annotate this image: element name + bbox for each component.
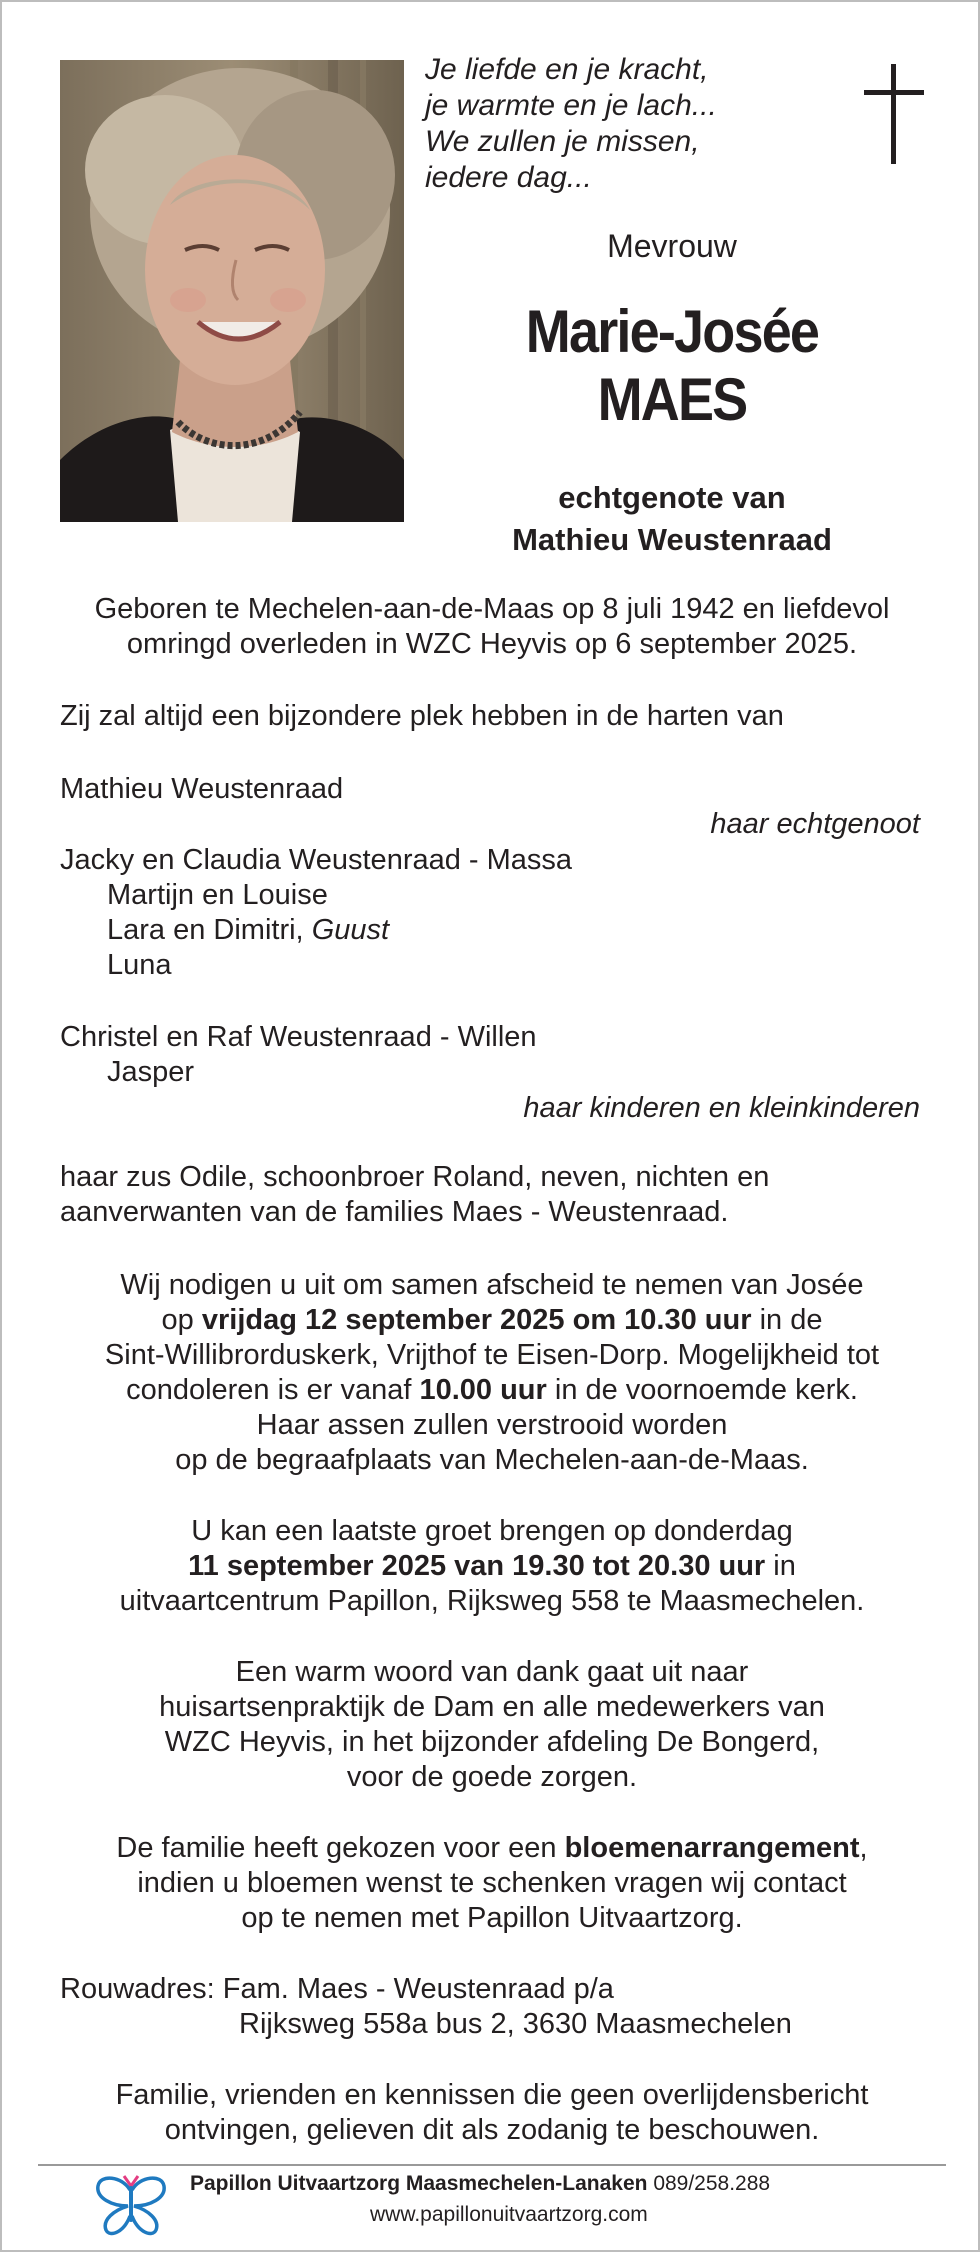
ceremony-line [42, 1373, 942, 1408]
flowers-line: indien u bloemen wenst te schenken vragen wij contact [137, 1867, 847, 1899]
visit-line [42, 1549, 942, 1584]
family-others: aanverwanten van de families Maes - Weustenraad. [60, 1196, 729, 1228]
thanks-line: Een warm woord van dank gaat uit naar [235, 1656, 749, 1688]
visit-text: in [765, 1550, 796, 1582]
ceremony-line: Wij nodigen u uit om samen afscheid te nemen van Josée [120, 1269, 864, 1301]
closing-line: Familie, vrienden en kennissen die geen overlijdensbericht [115, 2079, 869, 2111]
family-grandchild: Martijn en Louise [107, 879, 328, 911]
visit-date: 11 september 2025 van 19.30 tot 20.30 uur [188, 1550, 766, 1582]
poem [425, 52, 717, 196]
grandchild-name: Lara en Dimitri, [107, 914, 304, 946]
spouse-block [432, 477, 912, 561]
ceremony-text: in de [751, 1304, 823, 1336]
family-child: Jacky en Claudia Weustenraad - Massa [60, 844, 573, 876]
company-phone: 089/258.288 [653, 2172, 771, 2195]
visit-line: uitvaartcentrum Papillon, Rijksweg 558 te Maasmechelen. [119, 1585, 865, 1617]
thanks-line: huisartsenpraktijk de Dam en alle medewerkers van [159, 1691, 825, 1723]
ceremony-line: Haar assen zullen verstrooid worden [256, 1409, 728, 1441]
footer-company [190, 2170, 770, 2198]
family-grandchild [107, 913, 389, 948]
poem-line: iedere dag... [425, 161, 592, 194]
ceremony-line: op de begraafplaats van Mechelen-aan-de-Maas. [175, 1444, 809, 1476]
company-name: Papillon Uitvaartzorg Maasmechelen-Lanaken [190, 2172, 648, 2195]
family-spouse-role: haar echtgenoot [710, 808, 920, 840]
portrait-photo-image [60, 60, 404, 522]
ceremony-date: vrijdag 12 september 2025 om 10.30 uur [201, 1304, 752, 1336]
deceased-name [456, 298, 888, 434]
hearts-intro: Zij zal altijd een bijzondere plek hebben in de harten van [60, 700, 784, 732]
cross-icon [864, 64, 924, 164]
flowers-line: op te nemen met Papillon Uitvaartzorg. [241, 1902, 743, 1934]
flowers-line [42, 1831, 942, 1866]
family-grandchild: Jasper [107, 1056, 195, 1088]
spouse-relation: echtgenote van [558, 480, 786, 515]
poem-line: We zullen je missen, [425, 125, 700, 158]
honorific: Mevrouw [607, 228, 737, 264]
birth-line: Geboren te Mechelen-aan-de-Maas op 8 juli 1942 en liefdevol [94, 593, 890, 625]
condolence-time: 10.00 uur [419, 1374, 547, 1406]
birth-line: omringd overleden in WZC Heyvis op 6 september 2025. [126, 628, 858, 660]
portrait-photo [60, 60, 404, 522]
flowers-text: , [859, 1832, 868, 1864]
great-grandchild-name: Guust [311, 914, 390, 946]
butterfly-logo-icon [94, 2172, 168, 2238]
address-line: Rijksweg 558a bus 2, 3630 Maasmechelen [239, 2008, 792, 2040]
first-name: Marie-Josée [525, 298, 819, 365]
family-grandchild: Luna [107, 949, 172, 981]
family-child: Christel en Raf Weustenraad - Willen [60, 1021, 537, 1053]
flowers-text: De familie heeft gekozen voor een [116, 1832, 565, 1864]
ceremony-text: condoleren is er vanaf [126, 1374, 420, 1406]
ceremony-text: in de voornoemde kerk. [546, 1374, 858, 1406]
closing-line: ontvingen, gelieven dit als zodanig te beschouwen. [164, 2114, 820, 2146]
address-line: Rouwadres: Fam. Maes - Weustenraad p/a [60, 1973, 614, 2005]
ceremony-text: op [161, 1304, 202, 1336]
family-children-role: haar kinderen en kleinkinderen [523, 1092, 920, 1124]
thanks-line: voor de goede zorgen. [346, 1761, 638, 1793]
poem-line: je warmte en je lach... [425, 89, 717, 122]
ceremony-line: Sint-Willibrorduskerk, Vrijthof te Eisen-Dorp. Mogelijkheid tot [104, 1339, 880, 1371]
ceremony-line [42, 1303, 942, 1338]
spouse-name: Mathieu Weustenraad [512, 522, 832, 557]
thanks-line: WZC Heyvis, in het bijzonder afdeling De Bongerd, [164, 1726, 820, 1758]
family-spouse-name: Mathieu Weustenraad [60, 773, 344, 805]
family-others: haar zus Odile, schoonbroer Roland, neven, nichten en [60, 1161, 770, 1193]
footer-divider [38, 2164, 946, 2166]
footer-website[interactable]: www.papillonuitvaartzorg.com [370, 2203, 648, 2226]
flowers-arrangement: bloemenarrangement [564, 1832, 860, 1864]
last-name: MAES [597, 366, 747, 433]
poem-line: Je liefde en je kracht, [425, 53, 709, 86]
visit-line: U kan een laatste groet brengen op donderdag [191, 1515, 793, 1547]
